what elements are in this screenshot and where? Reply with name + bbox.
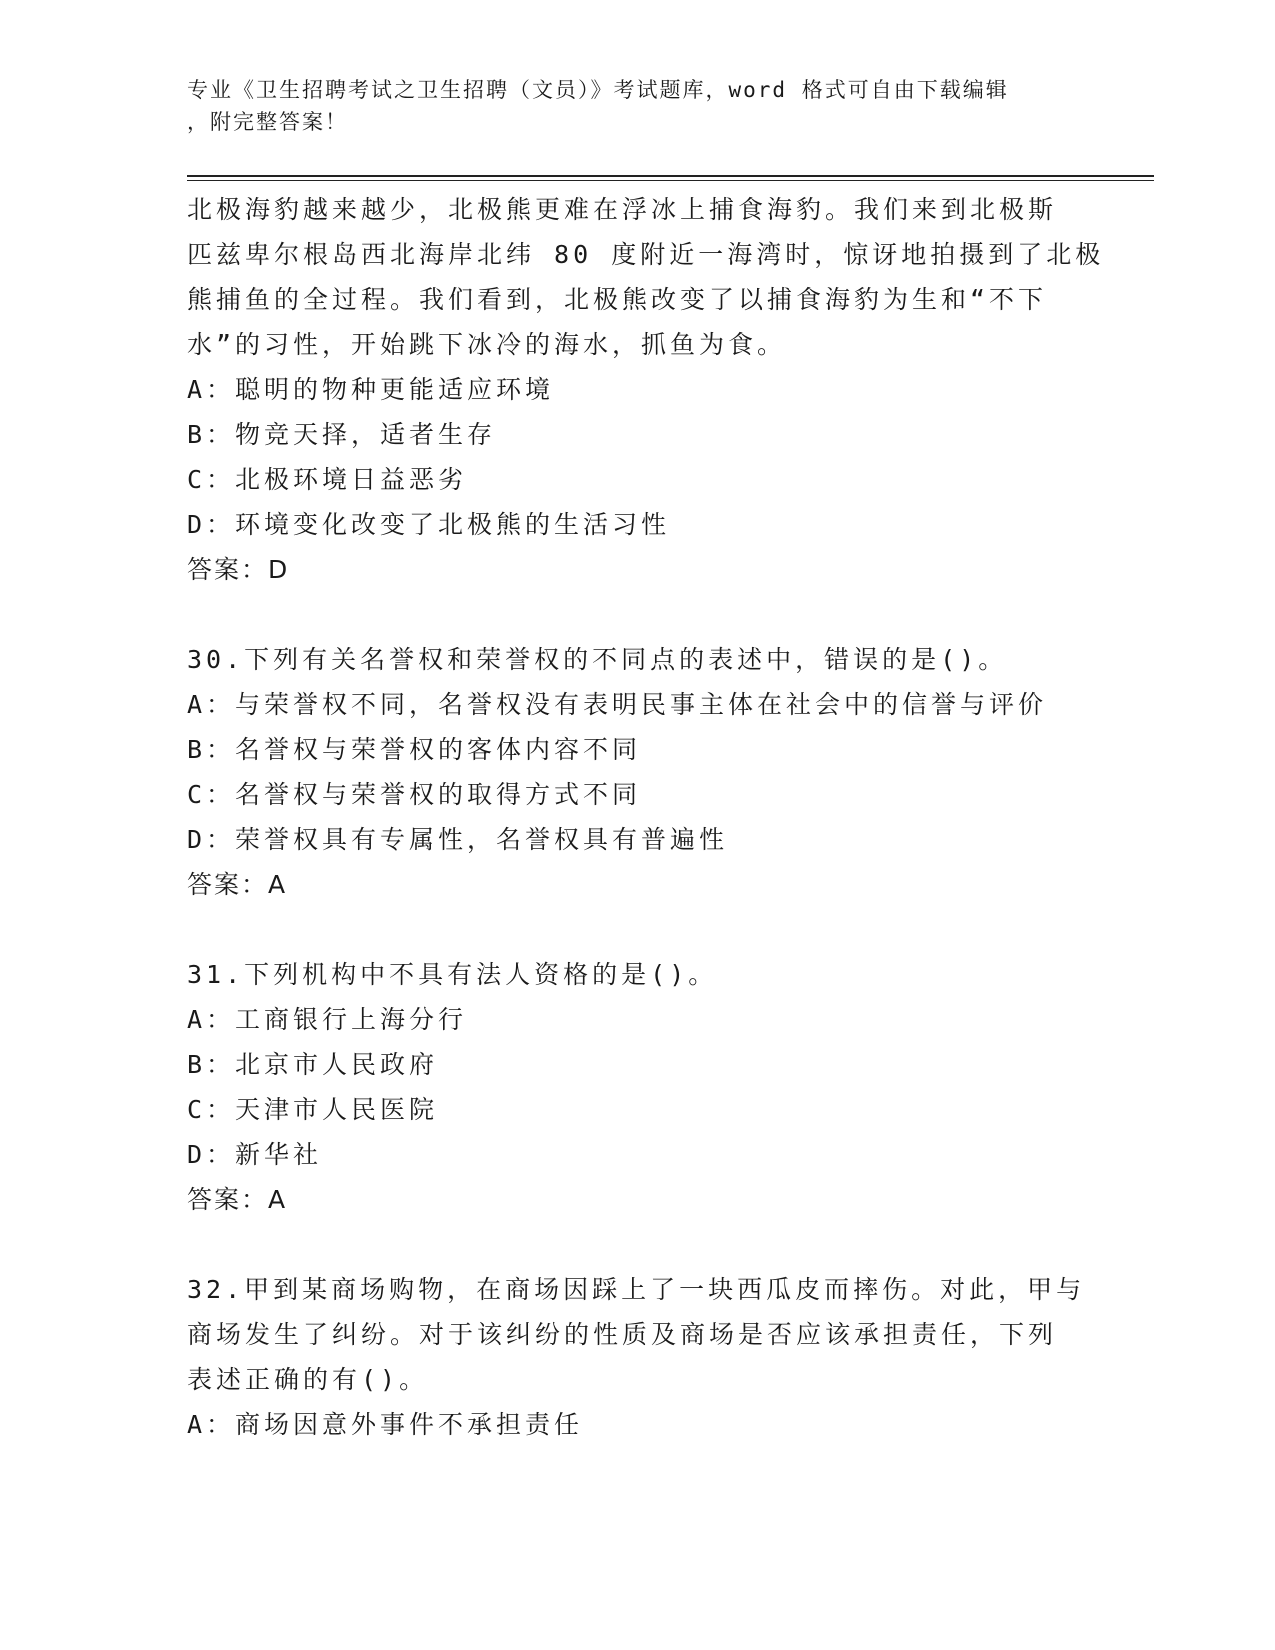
option-a: A：与荣誉权不同，名誉权没有表明民事主体在社会中的信誉与评价 bbox=[187, 690, 1048, 719]
answer-line: 答案：D bbox=[187, 555, 290, 584]
option-d: D：环境变化改变了北极熊的生活习性 bbox=[187, 510, 671, 539]
spacer bbox=[187, 592, 1087, 637]
question-stem: 31.下列机构中不具有法人资格的是()。 bbox=[187, 960, 718, 989]
option-a: A：商场因意外事件不承担责任 bbox=[187, 1410, 584, 1439]
option-c: C：名誉权与荣誉权的取得方式不同 bbox=[187, 780, 642, 809]
header-divider-thin bbox=[187, 180, 1154, 181]
question-32 bbox=[187, 1267, 1087, 1447]
spacer bbox=[187, 907, 1087, 952]
question-31 bbox=[187, 952, 1087, 1222]
question-stem: 30.下列有关名誉权和荣誉权的不同点的表述中，错误的是()。 bbox=[187, 645, 1008, 674]
option-a: A：聪明的物种更能适应环境 bbox=[187, 375, 555, 404]
option-c: C：天津市人民医院 bbox=[187, 1095, 439, 1124]
header-line-2: ，附完整答案！ bbox=[187, 110, 348, 134]
question-stem: 北极海豹越来越少，北极熊更难在浮冰上捕食海豹。我们来到北极斯 bbox=[187, 195, 1058, 224]
question-stem: 32.甲到某商场购物，在商场因踩上了一块西瓜皮而摔伤。对此，甲与 bbox=[187, 1275, 1086, 1304]
question-29 bbox=[187, 187, 1105, 592]
question-30 bbox=[187, 637, 1087, 907]
question-stem: 熊捕鱼的全过程。我们看到，北极熊改变了以捕食海豹为生和“不下 bbox=[187, 285, 1048, 314]
question-list bbox=[187, 187, 1105, 1447]
document-header bbox=[187, 74, 1087, 138]
option-d: D：新华社 bbox=[187, 1140, 323, 1169]
option-c: C：北极环境日益恶劣 bbox=[187, 465, 468, 494]
answer-line: 答案：A bbox=[187, 1185, 288, 1214]
header-line-1: 专业《卫生招聘考试之卫生招聘（文员）》考试题库，word 格式可自由下载编辑 bbox=[187, 78, 1009, 102]
question-stem: 表述正确的有()。 bbox=[187, 1365, 429, 1394]
answer-line: 答案：A bbox=[187, 870, 288, 899]
header-divider-thick bbox=[187, 175, 1154, 177]
option-a: A：工商银行上海分行 bbox=[187, 1005, 468, 1034]
question-stem: 水”的习性，开始跳下冰冷的海水，抓鱼为食。 bbox=[187, 330, 787, 359]
option-b: B：物竞天择，适者生存 bbox=[187, 420, 497, 449]
option-d: D：荣誉权具有专属性，名誉权具有普遍性 bbox=[187, 825, 729, 854]
question-stem: 匹兹卑尔根岛西北海岸北纬 80 度附近一海湾时，惊讶地拍摄到了北极 bbox=[187, 240, 1105, 269]
option-b: B：名誉权与荣誉权的客体内容不同 bbox=[187, 735, 642, 764]
spacer bbox=[187, 1222, 1087, 1267]
option-b: B：北京市人民政府 bbox=[187, 1050, 439, 1079]
question-stem: 商场发生了纠纷。对于该纠纷的性质及商场是否应该承担责任，下列 bbox=[187, 1320, 1058, 1349]
